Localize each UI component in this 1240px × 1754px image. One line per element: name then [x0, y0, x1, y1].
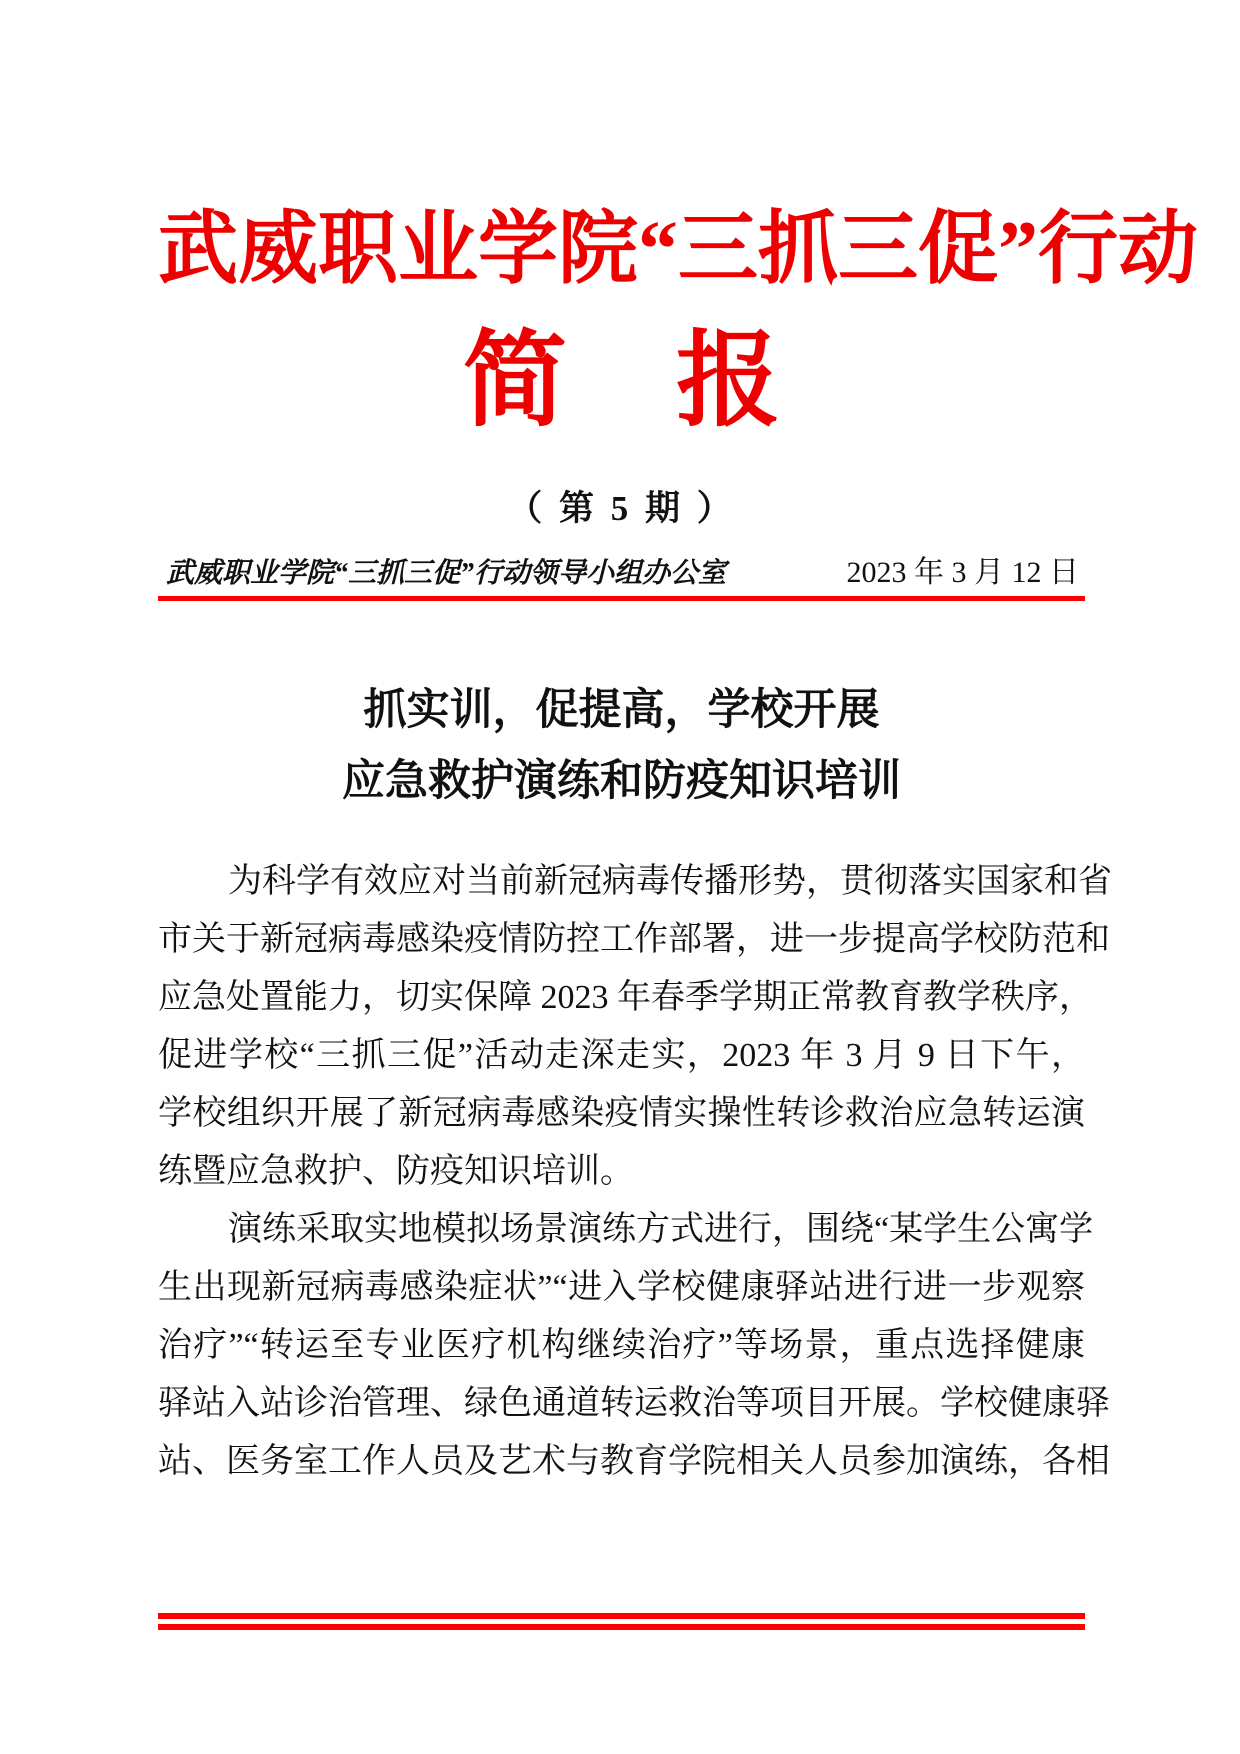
body-line: 促进学校“三抓三促”活动走深走实，2023 年 3 月 9 日下午， — [158, 1036, 1085, 1074]
issue-number: （ 第 5 期 ） — [507, 489, 736, 528]
footer-rule-bottom — [158, 1624, 1085, 1630]
body-line: 生出现新冠病毒感染症状”“进入学校健康驿站进行进一步观察 — [158, 1268, 1085, 1306]
body-line: 应急处置能力，切实保障 2023 年春季学期正常教育教学秩序， — [158, 978, 1093, 1016]
footer-rule-top — [158, 1613, 1085, 1619]
header-red-rule — [158, 596, 1085, 601]
body-line: 治疗”“转运至专业医疗机构继续治疗”等场景，重点选择健康 — [158, 1326, 1085, 1364]
body-line: 驿站入站诊治管理、绿色通道转运救治等项目开展。学校健康驿 — [158, 1384, 1110, 1422]
article-heading-line1: 抓实训，促提高，学校开展 — [363, 686, 880, 734]
footer-double-red-rule — [158, 1613, 1085, 1630]
article-body — [158, 853, 1112, 1491]
body-line: 学校组织开展了新冠病毒感染疫情实操性转诊救治应急转运演 — [158, 1094, 1085, 1132]
issuing-office: 武威职业学院“三抓三促”行动领导小组办公室 — [166, 557, 727, 589]
masthead-title-line2: 简报 — [462, 324, 890, 439]
paragraph-1 — [158, 853, 1112, 1201]
body-line: 为科学有效应对当前新冠病毒传播形势，贯彻落实国家和省 — [228, 862, 1112, 900]
body-line: 演练采取实地模拟场景演练方式进行，围绕“某学生公寓学 — [228, 1210, 1094, 1248]
body-line: 练暨应急救护、防疫知识培训。 — [158, 1152, 634, 1190]
masthead-title-line1: 武威职业学院“三抓三促”行动 — [158, 206, 1198, 294]
body-line: 站、医务室工作人员及艺术与教育学院相关人员参加演练，各相 — [158, 1442, 1110, 1480]
article-heading-line2: 应急救护演练和防疫知识培训 — [342, 757, 901, 805]
page-content — [158, 0, 1198, 1491]
meta-row — [158, 555, 1085, 591]
paragraph-2 — [158, 1201, 1110, 1491]
issue-date: 2023 年 3 月 12 日 — [846, 555, 1079, 589]
body-line: 市关于新冠病毒感染疫情防控工作部署，进一步提高学校防范和 — [158, 920, 1110, 958]
